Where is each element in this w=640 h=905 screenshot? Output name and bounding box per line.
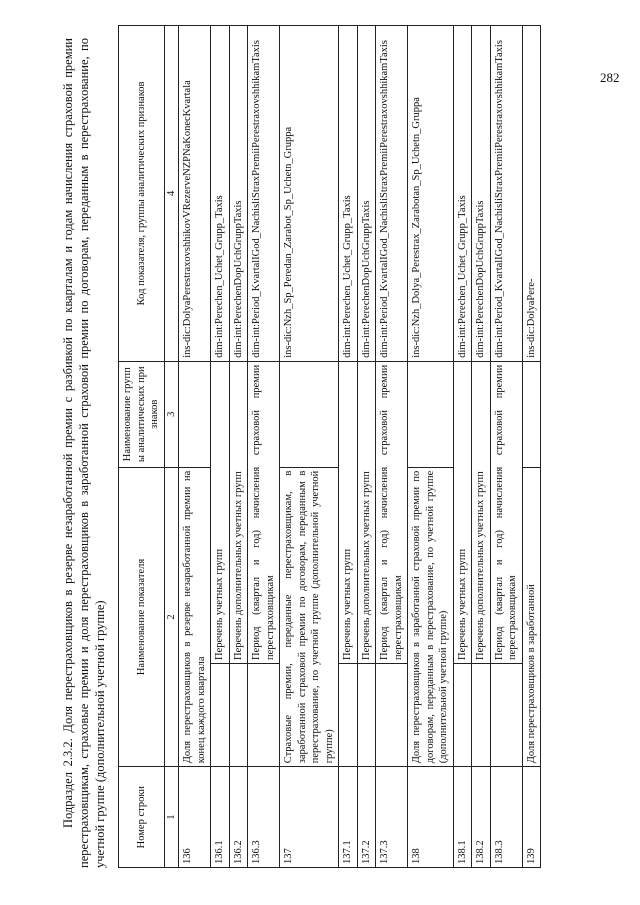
indicator-code: dim-int:Period_KvartalIGod_NachisliStraxPremiiPerestraxovshhikamTaxis	[376, 26, 408, 362]
indicator-name: Доля перестраховщиков в заработанной	[522, 467, 541, 767]
table-header-row	[119, 26, 165, 868]
row-number: 137	[280, 767, 339, 868]
header-row-number: Номер строки	[119, 767, 165, 868]
column-number: 1	[164, 767, 179, 868]
table-row	[357, 26, 376, 868]
indicator-code: dim-int:PerechenDopUchGruppTaxis	[229, 26, 248, 362]
group-name	[179, 361, 211, 467]
row-number: 138.1	[453, 767, 472, 868]
table-row	[179, 26, 211, 868]
column-number: 4	[164, 26, 179, 362]
empty-cell	[248, 663, 280, 766]
indicator-table	[118, 25, 541, 868]
table-row	[472, 26, 491, 868]
header-code: Код показателя, группы аналитических признаков	[119, 26, 165, 362]
group-name: Перечень дополнительных учетных групп	[229, 361, 248, 663]
column-numbers-row	[164, 26, 179, 868]
empty-cell	[376, 663, 408, 766]
header-group-name: Наименование группы аналитических признаков	[119, 361, 165, 467]
row-number: 139	[522, 767, 541, 868]
row-number: 137.2	[357, 767, 376, 868]
row-number: 137.3	[376, 767, 408, 868]
empty-cell	[211, 663, 230, 766]
indicator-name: Доля перестраховщиков в резерве незаработанной премии на конец каждого квартала	[179, 467, 211, 767]
row-number: 136.2	[229, 767, 248, 868]
indicator-code: dim-int:PerechenDopUchGruppTaxis	[472, 26, 491, 362]
group-name	[522, 361, 541, 467]
indicator-name: Доля перестраховщиков в заработанной страховой премии по договорам, переданным в перестрахование, по учетной группе (дополнительной учетной группе)	[408, 467, 454, 767]
empty-cell	[357, 663, 376, 766]
rotated-page-content	[60, 25, 580, 868]
empty-cell	[229, 663, 248, 766]
group-name: Перечень дополнительных учетных групп	[357, 361, 376, 663]
table-row	[248, 26, 280, 868]
table-row	[408, 26, 454, 868]
indicator-code: ins-dic:Nzh_Sp_Peredan_Zarabot_Sp_Uchetn_Gruppa	[280, 26, 339, 362]
table-row	[229, 26, 248, 868]
table-row	[339, 26, 358, 868]
group-name: Перечень учетных групп	[453, 361, 472, 663]
group-name	[280, 361, 339, 467]
row-number: 138.2	[472, 767, 491, 868]
empty-cell	[472, 663, 491, 766]
column-number: 3	[164, 361, 179, 467]
indicator-code: ins-dic:DolyaPerestraxovshhikovVRezerveNZPNaKonecKvartala	[179, 26, 211, 362]
row-number: 136.1	[211, 767, 230, 868]
page-number: 282	[600, 70, 620, 85]
indicator-code: dim-int:Perechen_Uchet_Grupp_Taxis	[211, 26, 230, 362]
indicator-code: dim-int:Perechen_Uchet_Grupp_Taxis	[339, 26, 358, 362]
group-name: Период (квартал и год) начисления страховой премии перестраховщикам	[490, 361, 522, 663]
indicator-code: dim-int:Period_KvartalIGod_NachisliStraxPremiiPerestraxovshhikamTaxis	[248, 26, 280, 362]
row-number: 136	[179, 767, 211, 868]
table-row	[211, 26, 230, 868]
group-name: Период (квартал и год) начисления страховой премии перестраховщикам	[376, 361, 408, 663]
table-row	[376, 26, 408, 868]
group-name: Перечень дополнительных учетных групп	[472, 361, 491, 663]
table-row	[280, 26, 339, 868]
indicator-code: ins-dic:DolyaPere-	[522, 26, 541, 362]
table-row	[453, 26, 472, 868]
empty-cell	[490, 663, 522, 766]
indicator-code: ins-dic:Nzh_Dolya_Perestrax_Zarabotan_Sp_Uchetn_Gruppa	[408, 26, 454, 362]
indicator-code: dim-int:PerechenDopUchGruppTaxis	[357, 26, 376, 362]
indicator-code: dim-int:Period_KvartalIGod_NachisliStraxPremiiPerestraxovshhikamTaxis	[490, 26, 522, 362]
empty-cell	[339, 663, 358, 766]
row-number: 137.1	[339, 767, 358, 868]
row-number: 138	[408, 767, 454, 868]
indicator-name: Страховые премии, переданные перестраховщикам, в заработанной страховой премии по договорам, переданным в перестрахование, по учетной группе (дополнительной учетной группе)	[280, 467, 339, 767]
indicator-code: dim-int:Perechen_Uchet_Grupp_Taxis	[453, 26, 472, 362]
column-number: 2	[164, 467, 179, 767]
group-name: Период (квартал и год) начисления страховой премии перестраховщикам	[248, 361, 280, 663]
table-row	[522, 26, 541, 868]
group-name: Перечень учетных групп	[339, 361, 358, 663]
section-heading: Подраздел 2.3.2. Доля перестраховщиков в резерве незаработанной премии с разбивкой по кварталам и годам начисления страховой премии перестраховщикам, страховые премии и доля перестраховщиков в заработанной страховой премии по договорам, переданным в перестрахование, по учетной группе (дополнительной учетной группе)	[61, 38, 107, 868]
empty-cell	[453, 663, 472, 766]
group-name	[408, 361, 454, 467]
header-indicator-name: Наименование показателя	[119, 467, 165, 767]
row-number: 136.3	[248, 767, 280, 868]
group-name: Перечень учетных групп	[211, 361, 230, 663]
table-row	[490, 26, 522, 868]
row-number: 138.3	[490, 767, 522, 868]
